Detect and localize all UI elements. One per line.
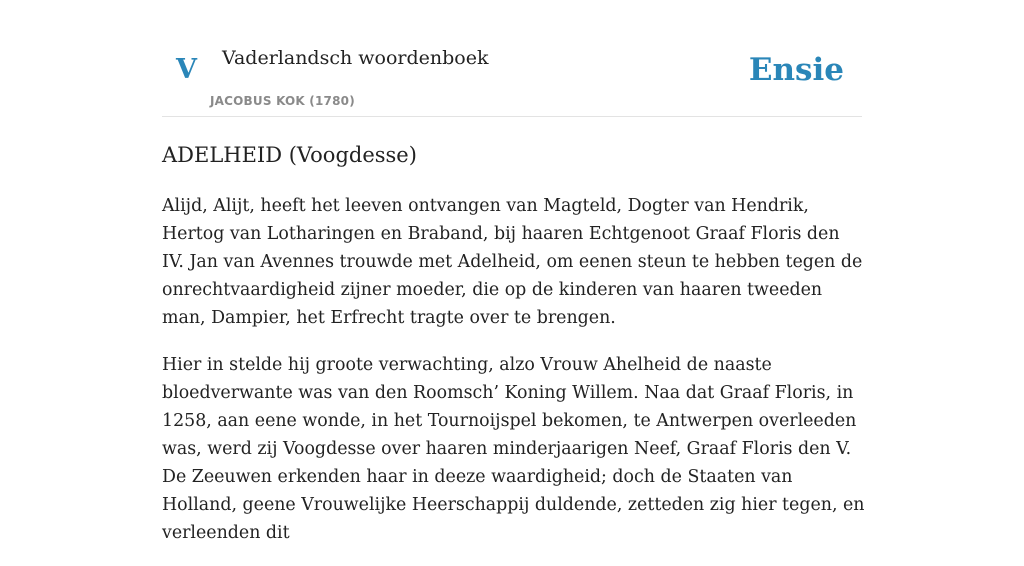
entry-title: ADELHEID (Voogdesse) (162, 143, 417, 167)
entry-body (162, 192, 866, 566)
entry-paragraph-2: Hier in stelde hij groote verwachting, alzo Vrouw Ahelheid de naaste bloedverwante was van den Roomsch’ Koning Willem. Naa dat Graaf Floris, in 1258, aan eene wonde, in het Tournoijspel bekomen, te Antwerpen overleeden was, werd zij Voogdesse over haaren minderjaarigen Neef, Graaf Floris den V. De Zeeuwen erkenden haar in deeze waardigheid; doch de Staaten van Holland, geene Vrouwelijke Heerschappij duldende, zetteden zig hier tegen, en verleenden dit (162, 355, 865, 543)
book-title-link[interactable]: Vaderlandsch woordenboek (222, 47, 489, 69)
book-header (162, 0, 862, 117)
ensie-logo-link[interactable]: Ensie (748, 52, 844, 88)
book-letter-icon[interactable]: V (176, 54, 197, 85)
book-author: JACOBUS KOK (1780) (210, 94, 355, 108)
entry-paragraph-1: Alijd, Alijt, heeft het leeven ontvangen van Magteld, Dogter van Hendrik, Hertog van Lotharingen en Braband, bij haaren Echtgenoot Graaf Floris den IV. Jan van Avennes trouwde met Adelheid, om eenen steun te hebben tegen de onrechtvaardigheid zijner moeder, die op de kinderen van haaren tweeden man, Dampier, het Erfrecht tragte over te brengen. (162, 196, 863, 328)
